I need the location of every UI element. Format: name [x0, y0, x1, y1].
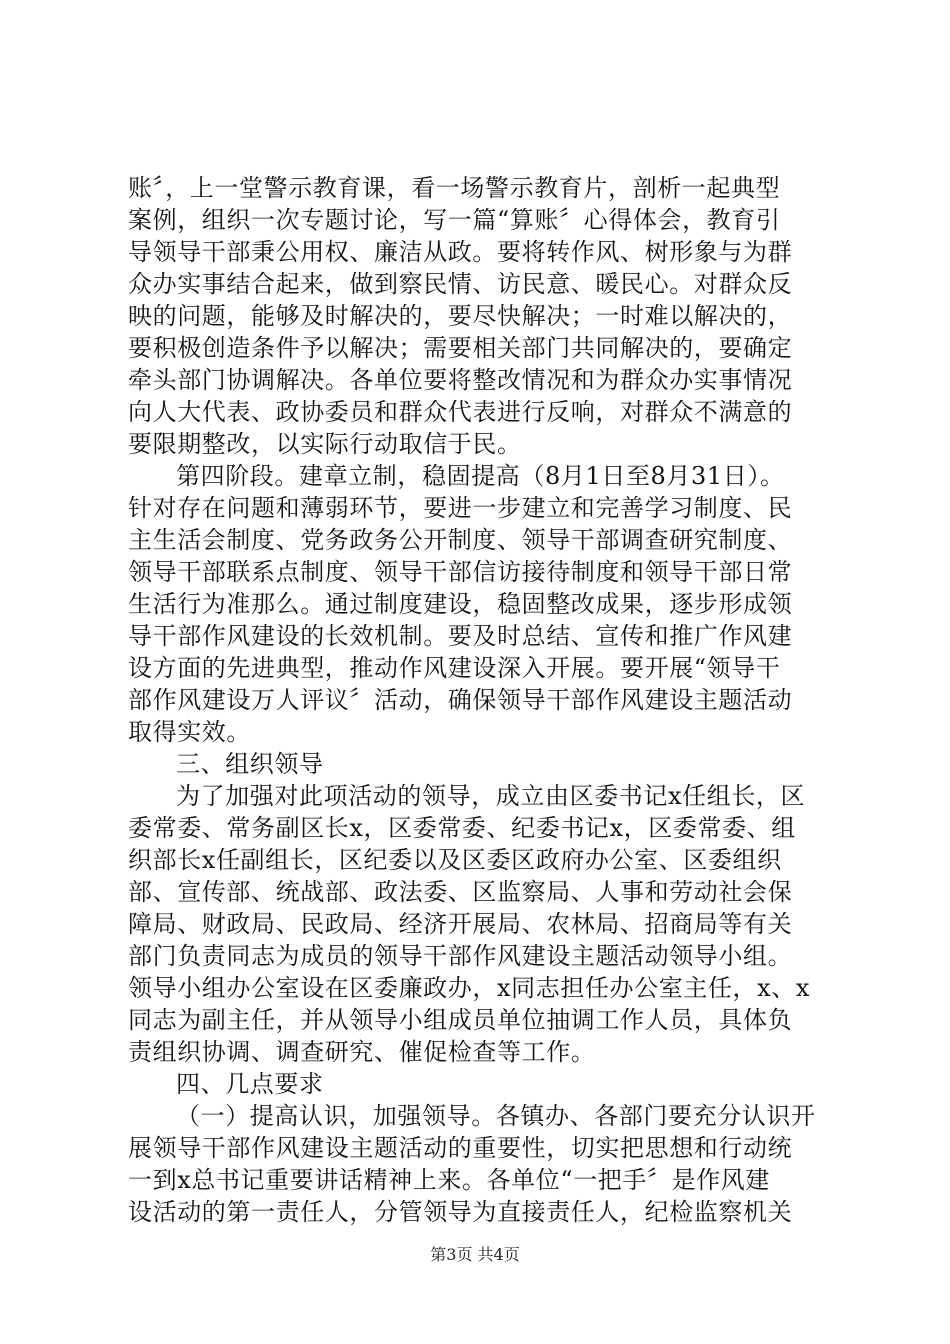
text-line: 第四阶段。建章立制，稳固提高（8月1日至8月31日）。: [176, 462, 785, 490]
text-line: （一）提高认识，加强领导。各镇办、各部门要充分认识开: [176, 1102, 816, 1130]
text-line: 生活行为准那么。通过制度建设，稳固整改成果，逐步形成领: [128, 590, 793, 618]
text-line: 四、几点要求: [176, 1070, 324, 1098]
text-line: 部、宣传部、统战部、政法委、区监察局、人事和劳动社会保: [128, 878, 793, 906]
text-line: 委常委、常务副区长x，区委常委、纪委书记x，区委常委、组: [128, 814, 796, 842]
text-line: 映的问题，能够及时解决的，要尽快解决；一时难以解决的，: [128, 302, 793, 330]
text-line: 要限期整改，以实际行动取信于民。: [128, 430, 522, 458]
text-line: 导领导干部秉公用权、廉洁从政。要将转作风、树形象与为群: [128, 238, 793, 266]
text-line: 为了加强对此项活动的领导，成立由区委书记x任组长，区: [176, 782, 806, 810]
text-line: 众办实事结合起来，做到察民情、访民意、暖民心。对群众反: [128, 270, 793, 298]
text-line: 展领导干部作风建设主题活动的重要性，切实把思想和行动统: [128, 1134, 793, 1162]
document-body: [128, 172, 828, 1228]
text-line: 障局、财政局、民政局、经济开展局、农林局、招商局等有关: [128, 910, 793, 938]
text-line: 部作风建设万人评议〞活动，确保领导干部作风建设主题活动: [128, 686, 793, 714]
text-line: 三、组织领导: [176, 750, 324, 778]
page-footer: 第3页 共4页: [430, 1245, 520, 1264]
text-line: 牵头部门协调解决。各单位要将整改情况和为群众办实事情况: [128, 366, 793, 394]
text-line: 案例，组织一次专题讨论，写一篇“算账〞心得体会，教育引: [128, 206, 781, 234]
text-line: 账〞，上一堂警示教育课，看一场警示教育片，剖析一起典型: [128, 174, 781, 202]
text-line: 针对存在问题和薄弱环节，要进一步建立和完善学习制度、民: [128, 494, 793, 522]
text-line: 向人大代表、政协委员和群众代表进行反响，对群众不满意的: [128, 398, 793, 426]
text-line: 设活动的第一责任人，分管领导为直接责任人，纪检监察机关: [128, 1198, 793, 1226]
text-line: 主生活会制度、党务政务公开制度、领导干部调查研究制度、: [128, 526, 793, 554]
text-line: 部门负责同志为成员的领导干部作风建设主题活动领导小组。: [128, 942, 793, 970]
text-line: 织部长x任副组长，区纪委以及区委区政府办公室、区委组织: [128, 846, 782, 874]
text-line: 要积极创造条件予以解决；需要相关部门共同解决的，要确定: [128, 334, 793, 362]
text-line: 设方面的先进典型，推动作风建设深入开展。要开展“领导干: [128, 654, 781, 682]
text-line: 同志为副主任，并从领导小组成员单位抽调工作人员，具体负: [128, 1006, 793, 1034]
text-line: 导干部作风建设的长效机制。要及时总结、宣传和推广作风建: [128, 622, 793, 650]
text-line: 一到x总书记重要讲话精神上来。各单位“一把手〞是作风建: [128, 1166, 771, 1194]
text-line: 取得实效。: [128, 718, 251, 746]
text-line: 领导小组办公室设在区委廉政办，x同志担任办公室主任，x、x: [128, 974, 811, 1002]
text-line: 责组织协调、调查研究、催促检查等工作。: [128, 1038, 596, 1066]
text-line: 领导干部联系点制度、领导干部信访接待制度和领导干部日常: [128, 558, 793, 586]
